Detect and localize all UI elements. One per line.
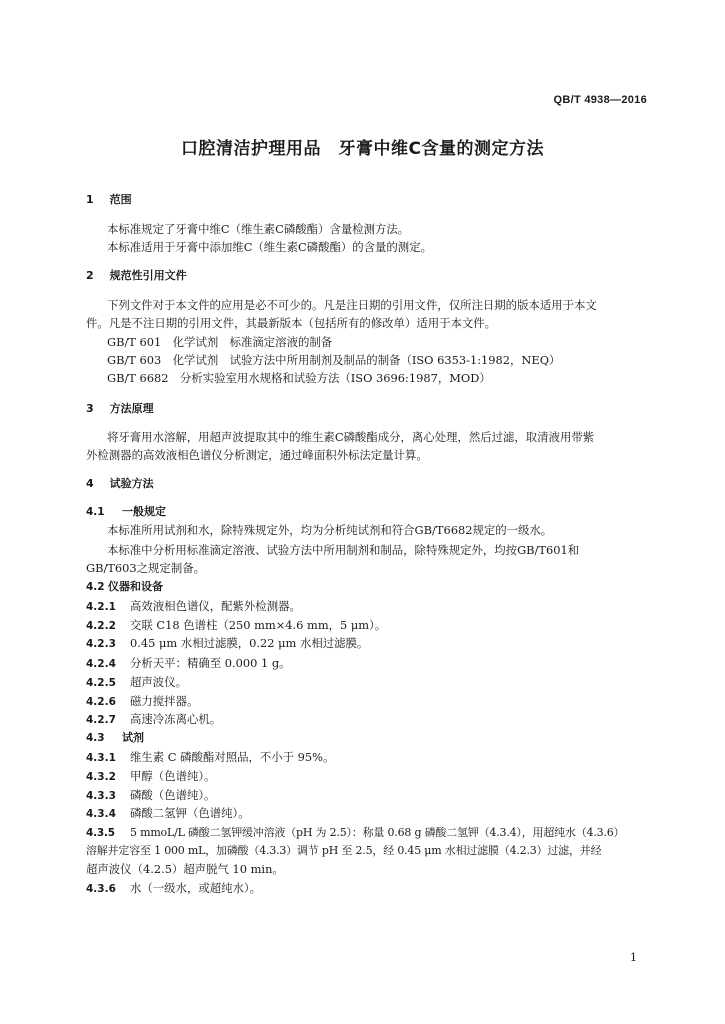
paragraph: 本标准规定了牙膏中维C（维生素C磷酸酯）含量检测方法。 bbox=[107, 222, 410, 236]
paragraph: 件。凡是不注日期的引用文件，其最新版本（包括所有的修改单）适用于本文件。 bbox=[86, 316, 497, 330]
standard-code: QB/T 4938—2016 bbox=[553, 94, 647, 106]
clause-4-3-4: 4.3.4 磷酸二氢钾（色谱纯）。 bbox=[86, 806, 250, 820]
clause-4-3-1: 4.3.1 维生素 C 磷酸酯对照品，不小于 95%。 bbox=[86, 750, 335, 764]
paragraph: 本标准所用试剂和水，除特殊规定外，均为分析纯试剂和符合GB/T6682规定的一级水。 bbox=[107, 523, 553, 537]
section-number: 2 bbox=[86, 269, 94, 282]
section-title: 方法原理 bbox=[109, 402, 154, 415]
section-number: 3 bbox=[86, 402, 94, 415]
section-title: 试验方法 bbox=[109, 477, 154, 490]
reference-item: GB/T 601 化学试剂 标准滴定溶液的制备 bbox=[107, 335, 333, 349]
clause-4-3-3: 4.3.3 磷酸（色谱纯）。 bbox=[86, 788, 216, 802]
section-3-heading bbox=[86, 402, 154, 416]
subsection-4-2-heading: 4.2 仪器和设备 bbox=[86, 580, 163, 593]
page-number: 1 bbox=[630, 951, 637, 964]
clause-4-2-1: 4.2.1 高效液相色谱仪，配紫外检测器。 bbox=[86, 599, 301, 613]
clause-4-3-5: 4.3.5 5 mmoL/L 磷酸二氢钾缓冲溶液（pH 为 2.5）：称量 0.68 g 磷酸二氢钾（4.3.4），用超纯水（4.3.6） bbox=[86, 826, 625, 839]
paragraph: 本标准适用于牙膏中添加维C（维生素C磷酸酯）的含量的测定。 bbox=[107, 240, 432, 254]
section-title: 规范性引用文件 bbox=[109, 269, 187, 282]
section-title: 范围 bbox=[109, 193, 132, 206]
subsection-4-1-heading: 4.1 一般规定 bbox=[86, 505, 166, 518]
clause-4-2-4: 4.2.4 分析天平：精确至 0.000 1 g。 bbox=[86, 656, 291, 670]
clause-4-3-2: 4.3.2 甲醇（色谱纯）。 bbox=[86, 769, 216, 783]
paragraph: GB/T603之规定制备。 bbox=[86, 561, 205, 575]
clause-4-2-7: 4.2.7 高速冷冻离心机。 bbox=[86, 712, 222, 726]
clause-4-2-6: 4.2.6 磁力搅拌器。 bbox=[86, 694, 199, 708]
section-number: 1 bbox=[86, 193, 94, 206]
paragraph: 本标准中分析用标准滴定溶液、试验方法中所用制剂和制品，除特殊规定外，均按GB/T601和 bbox=[107, 543, 580, 557]
reference-item: GB/T 6682 分析实验室用水规格和试验方法（ISO 3696:1987，MOD） bbox=[107, 371, 491, 385]
section-2-heading bbox=[86, 269, 187, 283]
paragraph: 溶解并定容至 1 000 mL，加磷酸（4.3.3）调节 pH 至 2.5，经 0.45 μm 水相过滤膜（4.2.3）过滤，并经 bbox=[86, 844, 602, 857]
reference-item: GB/T 603 化学试剂 试验方法中所用制剂及制品的制备（ISO 6353-1:1982，NEQ） bbox=[107, 353, 561, 367]
paragraph: 将牙膏用水溶解，用超声波提取其中的维生素C磷酸酯成分，离心处理，然后过滤，取清液用带紫 bbox=[107, 430, 595, 444]
clause-4-3-6: 4.3.6 水（一级水，或超纯水）。 bbox=[86, 881, 261, 895]
section-1-heading bbox=[86, 193, 132, 207]
clause-4-2-2: 4.2.2 交联 C18 色谱柱（250 mm×4.6 mm，5 μm）。 bbox=[86, 618, 387, 632]
subsection-4-3-heading: 4.3 试剂 bbox=[86, 731, 144, 744]
paragraph: 外检测器的高效液相色谱仪分析测定，通过峰面积外标法定量计算。 bbox=[86, 448, 428, 462]
document-title: 口腔清洁护理用品 牙膏中维C含量的测定方法 bbox=[181, 139, 544, 159]
section-number: 4 bbox=[86, 477, 94, 490]
section-4-heading bbox=[86, 477, 154, 491]
paragraph: 超声波仪（4.2.5）超声脱气 10 min。 bbox=[86, 862, 284, 876]
clause-4-2-3: 4.2.3 0.45 μm 水相过滤膜，0.22 μm 水相过滤膜。 bbox=[86, 636, 369, 650]
paragraph: 下列文件对于本文件的应用是必不可少的。凡是注日期的引用文件，仅所注日期的版本适用于本文 bbox=[107, 298, 597, 312]
clause-4-2-5: 4.2.5 超声波仪。 bbox=[86, 675, 187, 689]
